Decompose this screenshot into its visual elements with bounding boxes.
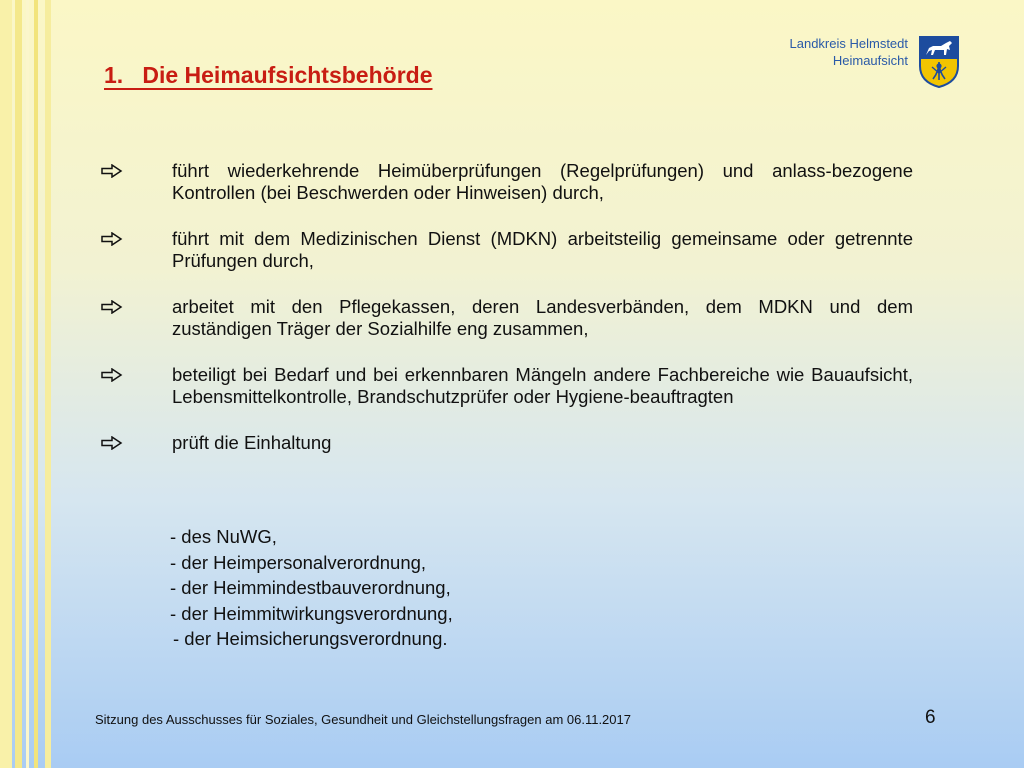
bullet-item (101, 228, 913, 271)
arrow-icon (101, 364, 172, 386)
bullet-item (101, 160, 913, 203)
arrow-icon (101, 160, 172, 182)
bullet-list (101, 160, 913, 479)
organization-label (790, 35, 909, 69)
stripe (0, 0, 12, 768)
regulation-item: - der Heimmitwirkungsverordnung, (170, 602, 453, 624)
regulation-list (170, 524, 453, 652)
arrow-icon (101, 432, 172, 454)
regulation-item: - der Heimsicherungsverordnung. (173, 628, 448, 649)
slide-title: 1. Die Heimaufsichtsbehörde (104, 62, 433, 88)
bullet-text: führt mit dem Medizinischen Dienst (MDKN) arbeitsteilig gemeinsame oder getrennte Prüfungen durch, (172, 228, 913, 271)
bullet-item (101, 432, 913, 454)
stripe (15, 0, 22, 768)
arrow-icon (101, 296, 172, 318)
bullet-item (101, 364, 913, 407)
bullet-text: beteiligt bei Bedarf und bei erkennbaren Mängeln andere Fachbereiche wie Bauaufsicht, Lebensmittelkontrolle, Brandschutzprüfer oder Hygiene-beauftragten (172, 364, 913, 407)
regulation-item: - der Heimpersonalverordnung, (170, 551, 427, 573)
org-name: Landkreis Helmstedt (789, 36, 908, 51)
stripe (26, 0, 29, 768)
bullet-text: prüft die Einhaltung (172, 432, 332, 453)
footer-text: Sitzung des Ausschusses für Soziales, Gesundheit und Gleichstellungsfragen am 06.11.2017 (95, 712, 631, 727)
org-department: Heimaufsicht (832, 53, 908, 68)
stripe (45, 0, 51, 768)
regulation-item: - des NuWG, (170, 526, 277, 547)
regulation-item: - der Heimmindestbauverordnung, (170, 577, 451, 598)
stripe (34, 0, 38, 768)
decorative-stripes (0, 0, 58, 768)
bullet-text: arbeitet mit den Pflegekassen, deren Landesverbänden, dem MDKN und dem zuständigen Träger der Sozialhilfe eng zusammen, (172, 296, 913, 339)
bullet-item (101, 296, 913, 339)
arrow-icon (101, 228, 172, 250)
page-number: 6 (925, 707, 936, 728)
helmstedt-crest-icon (919, 36, 959, 88)
bullet-text: führt wiederkehrende Heimüberprüfungen (Regelprüfungen) und anlass-bezogene Kontrollen (bei Beschwerden oder Hinweisen) durch, (172, 160, 913, 203)
